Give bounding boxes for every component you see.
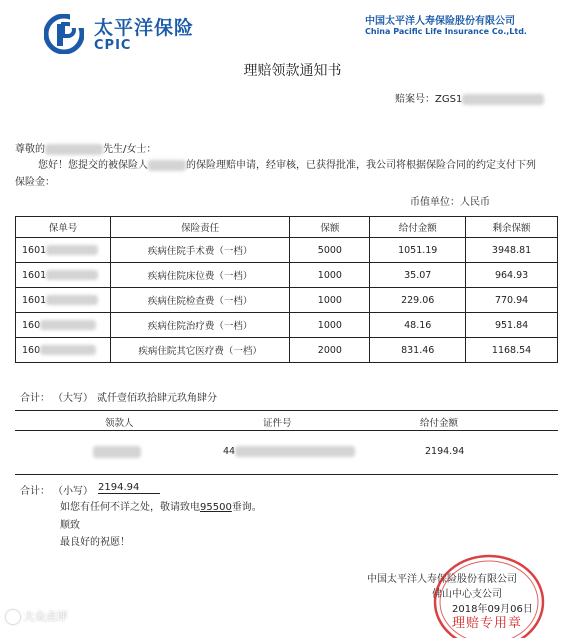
signature-date: 2018年09月06日: [452, 604, 533, 615]
total-lower-label: 合计：: [20, 486, 50, 497]
body-line-1b: 的保险理赔申请，经审核，已获得批准，我公司将根据保险合同的约定支付下列: [186, 160, 536, 171]
table-row: [16, 288, 558, 313]
coverage-cell: 疾病住院检查费（一档）: [110, 288, 290, 313]
sum-insured-cell: 2000: [290, 338, 370, 363]
brand-name-cn: 太平洋保险: [94, 17, 195, 39]
paid-amount-cell: 1051.19: [370, 238, 466, 263]
signature-branch: 佛山中心支公司: [432, 589, 502, 600]
policy-number: 160: [22, 319, 41, 331]
paid-amount-cell: 48.16: [370, 313, 466, 338]
total-upper-value: 贰仟壹佰玖拾肆元玖角肆分: [97, 393, 217, 404]
watermark-icon: [6, 610, 20, 624]
claim-number-prefix: ZGS1: [435, 94, 463, 105]
header-pay-amount: 给付金额: [420, 418, 459, 429]
redacted-policy: [46, 270, 98, 280]
policy-number-cell: [16, 313, 111, 338]
header-payee: 领款人: [105, 418, 134, 429]
coverage-cell: 疾病住院治疗费（一档）: [110, 313, 290, 338]
closing-line-3: 最良好的祝愿！: [60, 537, 130, 548]
watermark-logo: [6, 608, 68, 624]
id-number: [223, 446, 355, 457]
total-lower-value: 2194.94: [98, 482, 160, 494]
redacted-payee-name: [93, 446, 141, 458]
paid-amount-cell: 831.46: [370, 338, 466, 363]
total-upper-label: 合计：: [20, 393, 50, 404]
payee-row: [15, 430, 558, 475]
page-title: 理赔领款通知书: [243, 63, 342, 79]
body-line-1: [38, 156, 536, 171]
payee-amount: 2194.94: [425, 446, 465, 457]
redacted-name: [45, 144, 103, 155]
company-name-cn: 中国太平洋人寿保险股份有限公司: [365, 16, 515, 27]
claim-number-label: 赔案号：: [395, 94, 435, 105]
redacted-policy: [40, 320, 96, 330]
coverage-cell: 疾病住院手术费（一档）: [110, 238, 290, 263]
seal-text: 理赔专用章: [452, 616, 523, 631]
redacted-insured-name: [148, 160, 186, 171]
policy-number: 1601: [22, 294, 47, 306]
header-sum-insured: 保额: [290, 217, 370, 238]
closing-text-a: 如您有任何不详之处，敬请致电: [60, 502, 200, 513]
policy-number-cell: [16, 238, 111, 263]
redacted-policy: [46, 295, 98, 305]
id-number-prefix: 44: [223, 446, 236, 457]
paid-amount-cell: 229.06: [370, 288, 466, 313]
benefit-table: [15, 216, 558, 363]
sum-insured-cell: 1000: [290, 263, 370, 288]
body-line-1a: 您好！您提交的被保险人: [38, 160, 148, 171]
policy-number-cell: [16, 288, 111, 313]
greeting: [15, 140, 156, 155]
company-name-en: China Pacific Life Insurance Co.,Ltd.: [365, 27, 527, 36]
redacted-policy: [46, 245, 98, 255]
signature-company: 中国太平洋人寿保险股份有限公司: [367, 574, 517, 585]
greeting-prefix: 尊敬的: [15, 144, 45, 155]
closing-line-1: [60, 498, 262, 513]
header-id-number: 证件号: [263, 418, 292, 429]
service-phone: 95500: [200, 502, 232, 513]
header-remaining: 剩余保额: [466, 217, 558, 238]
header-coverage: 保险责任: [110, 217, 290, 238]
sum-insured-cell: 1000: [290, 288, 370, 313]
policy-number: 160: [22, 344, 41, 356]
body-line-2: 保险金：: [15, 177, 55, 188]
closing-line-2: 顺致: [60, 520, 80, 531]
policy-number: 1601: [22, 244, 47, 256]
redacted-id-number: [235, 446, 355, 457]
paid-amount-cell: 35.07: [370, 263, 466, 288]
sum-insured-cell: 1000: [290, 313, 370, 338]
table-row: [16, 263, 558, 288]
remaining-cell: 964.93: [466, 263, 558, 288]
table-row: [16, 313, 558, 338]
sum-insured-cell: 5000: [290, 238, 370, 263]
watermark-text: 大众点评: [23, 610, 68, 623]
remaining-cell: 3948.81: [466, 238, 558, 263]
header-policy-no: 保单号: [16, 217, 111, 238]
redacted-policy: [40, 345, 96, 355]
brand-name-en: CPIC: [94, 38, 132, 53]
policy-number-cell: [16, 338, 111, 363]
closing-text-b: 垂询。: [231, 502, 262, 513]
total-lower-tag: （小写）: [53, 486, 93, 497]
coverage-cell: 疾病住院床位费（一档）: [110, 263, 290, 288]
header-paid-amount: 给付金额: [370, 217, 466, 238]
remaining-cell: 951.84: [466, 313, 558, 338]
currency-note: 币值单位：人民币: [410, 197, 490, 208]
table-row: [16, 338, 558, 363]
payee-table-header: [15, 412, 558, 431]
benefit-table-header: [16, 217, 558, 238]
coverage-cell: 疾病住院其它医疗费（一档）: [110, 338, 290, 363]
claims-seal: [430, 548, 548, 638]
greeting-suffix: 先生/女士：: [103, 144, 157, 155]
table-row: [16, 238, 558, 263]
policy-number-cell: [16, 263, 111, 288]
total-upper-line: [15, 384, 558, 411]
claim-number: [395, 90, 544, 105]
cpic-logo-icon: [44, 14, 84, 54]
policy-number: 1601: [22, 269, 47, 281]
remaining-cell: 770.94: [466, 288, 558, 313]
redacted-claim-number: [462, 94, 544, 105]
remaining-cell: 1168.54: [466, 338, 558, 363]
total-upper-tag: （大写）: [53, 393, 93, 404]
